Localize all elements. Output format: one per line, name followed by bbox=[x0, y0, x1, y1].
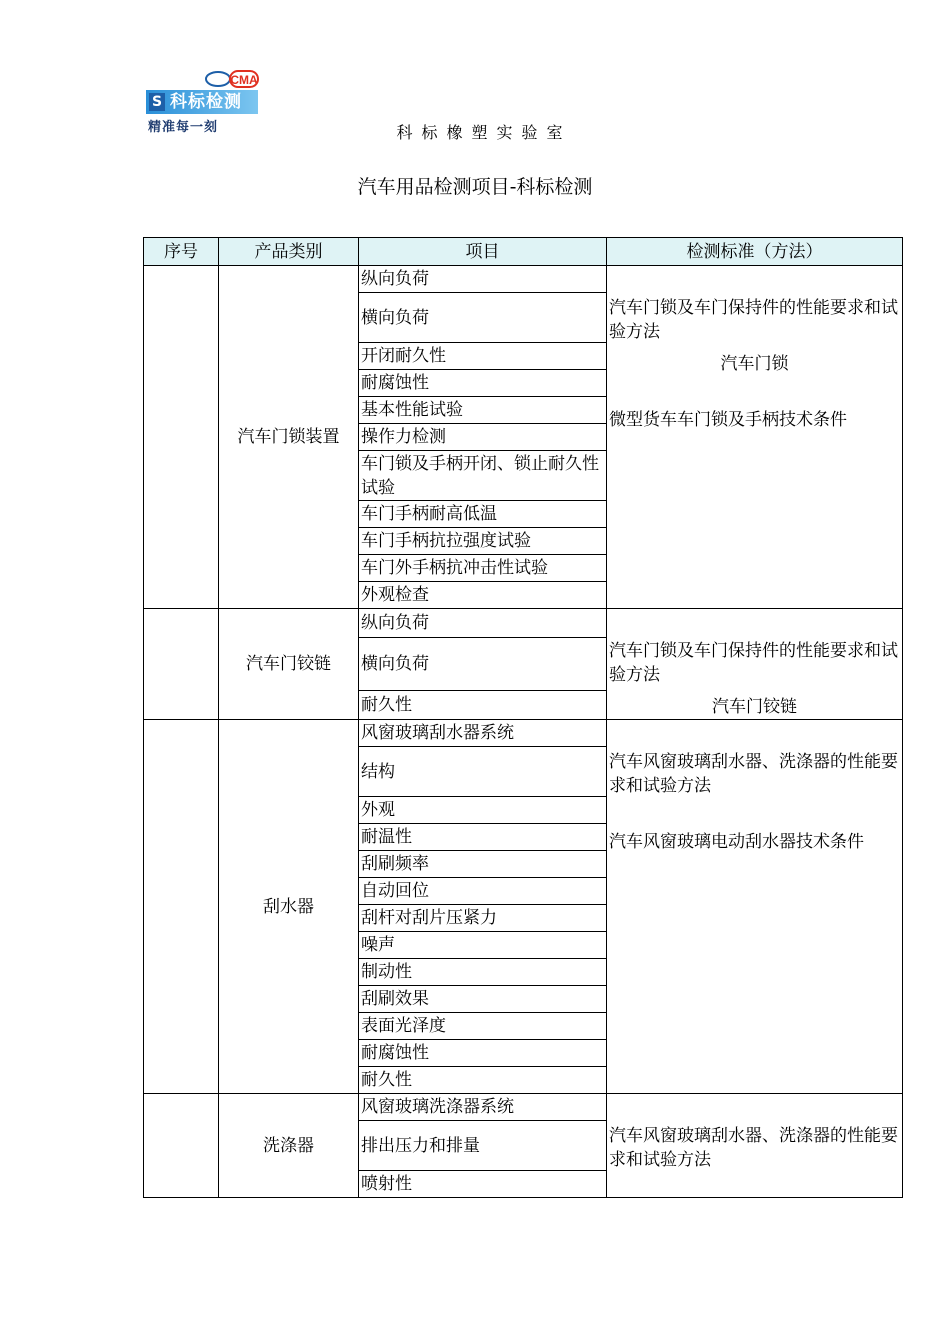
item-cell: 车门手柄抗拉强度试验 bbox=[359, 528, 607, 555]
item-cell: 纵向负荷 bbox=[359, 609, 607, 638]
item-cell: 操作力检测 bbox=[359, 424, 607, 451]
index-cell bbox=[144, 266, 219, 609]
item-cell: 耐腐蚀性 bbox=[359, 370, 607, 397]
item-cell: 刮杆对刮片压紧力 bbox=[359, 905, 607, 932]
col-header-category: 产品类别 bbox=[219, 238, 359, 266]
item-cell: 刮刷频率 bbox=[359, 851, 607, 878]
standard-text: 汽车门铰链 bbox=[712, 697, 797, 717]
standard-text: 汽车风窗玻璃电动刮水器技术条件 bbox=[609, 832, 864, 852]
item-cell: 横向负荷 bbox=[359, 637, 607, 690]
standard-text: 汽车门锁及车门保持件的性能要求和试验方法 bbox=[609, 641, 898, 685]
col-header-index: 序号 bbox=[144, 238, 219, 266]
cma-badge-icon bbox=[204, 70, 260, 88]
table-header-row bbox=[144, 238, 903, 266]
item-cell: 自动回位 bbox=[359, 878, 607, 905]
logo-bar bbox=[146, 90, 258, 114]
item-cell: 结构 bbox=[359, 747, 607, 797]
item-cell: 制动性 bbox=[359, 959, 607, 986]
logo-slogan: 精准每一刻 bbox=[148, 120, 219, 135]
index-cell bbox=[144, 720, 219, 1094]
item-cell: 风窗玻璃刮水器系统 bbox=[359, 720, 607, 747]
item-cell: 外观 bbox=[359, 797, 607, 824]
index-cell bbox=[144, 609, 219, 720]
test-items-table bbox=[143, 237, 903, 1198]
standard-text: 微型货车车门锁及手柄技术条件 bbox=[609, 410, 847, 430]
table-row bbox=[144, 720, 903, 747]
item-cell: 横向负荷 bbox=[359, 293, 607, 343]
lab-name: 科标橡塑实验室 bbox=[396, 123, 572, 142]
item-cell: 车门外手柄抗冲击性试验 bbox=[359, 555, 607, 582]
page-title: 汽车用品检测项目-科标检测 bbox=[357, 176, 593, 198]
category-cell: 汽车门锁装置 bbox=[219, 266, 359, 609]
item-cell: 耐温性 bbox=[359, 824, 607, 851]
col-header-item: 项目 bbox=[359, 238, 607, 266]
item-cell: 耐久性 bbox=[359, 1067, 607, 1094]
standard-text: 汽车门锁及车门保持件的性能要求和试验方法 bbox=[609, 298, 898, 342]
col-header-standard: 检测标准（方法） bbox=[607, 238, 903, 266]
item-cell: 开闭耐久性 bbox=[359, 343, 607, 370]
index-cell bbox=[144, 1094, 219, 1198]
item-cell: 表面光泽度 bbox=[359, 1013, 607, 1040]
item-cell: 基本性能试验 bbox=[359, 397, 607, 424]
logo-s-icon: S bbox=[149, 93, 165, 111]
table-row bbox=[144, 266, 903, 293]
item-cell: 外观检查 bbox=[359, 582, 607, 609]
standard-text: 汽车门锁 bbox=[720, 354, 789, 374]
standard-cell bbox=[607, 266, 903, 609]
item-cell: 刮刷效果 bbox=[359, 986, 607, 1013]
item-cell: 纵向负荷 bbox=[359, 266, 607, 293]
item-cell: 风窗玻璃洗涤器系统 bbox=[359, 1094, 607, 1121]
item-cell: 喷射性 bbox=[359, 1171, 607, 1198]
standard-cell bbox=[607, 1094, 903, 1198]
standard-text: 汽车风窗玻璃刮水器、洗涤器的性能要求和试验方法 bbox=[609, 1126, 898, 1170]
item-cell: 车门手柄耐高低温 bbox=[359, 501, 607, 528]
item-cell: 噪声 bbox=[359, 932, 607, 959]
category-cell: 刮水器 bbox=[219, 720, 359, 1094]
item-cell: 耐久性 bbox=[359, 691, 607, 720]
table-row bbox=[144, 1094, 903, 1121]
standard-cell bbox=[607, 609, 903, 720]
logo-name: 科标检测 bbox=[170, 92, 242, 112]
standard-text: 汽车风窗玻璃刮水器、洗涤器的性能要求和试验方法 bbox=[609, 752, 898, 796]
cma-badge-text: CMA bbox=[230, 73, 258, 87]
table-row bbox=[144, 609, 903, 638]
standard-cell bbox=[607, 720, 903, 1094]
item-cell: 耐腐蚀性 bbox=[359, 1040, 607, 1067]
item-cell: 车门锁及手柄开闭、锁止耐久性试验 bbox=[359, 451, 607, 501]
item-cell: 排出压力和排量 bbox=[359, 1121, 607, 1171]
category-cell: 汽车门铰链 bbox=[219, 609, 359, 720]
category-cell: 洗涤器 bbox=[219, 1094, 359, 1198]
